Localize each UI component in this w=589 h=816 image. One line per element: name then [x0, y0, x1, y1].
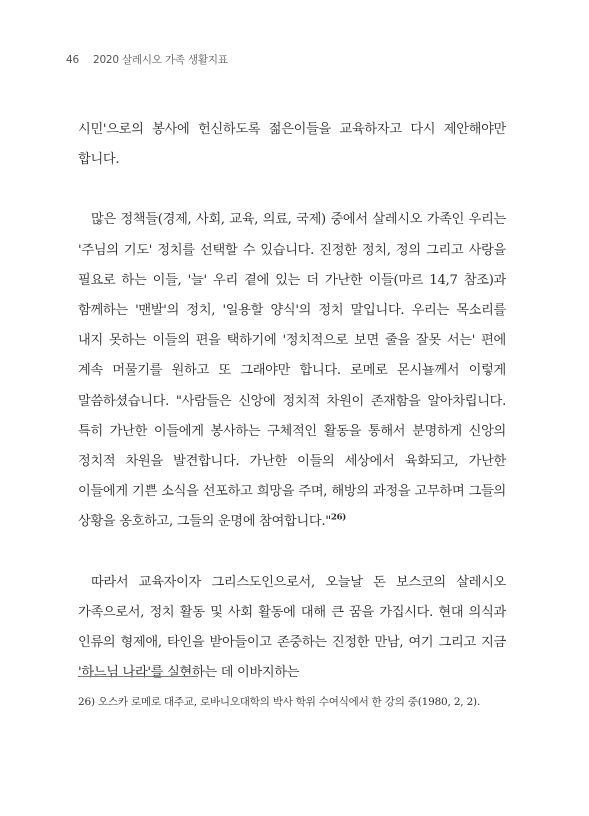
paragraph-gap	[78, 175, 506, 205]
page-number: 46	[66, 54, 79, 66]
paragraph-1: 시민'으로의 봉사에 헌신하도록 젊은이들을 교육하자고 다시 제안해야만 합니다.	[78, 122, 506, 168]
body-text	[78, 115, 506, 688]
running-header	[66, 52, 228, 67]
paragraph-2-text: 많은 정책들(경제, 사회, 교육, 의료, 국제) 중에서 살레시오 가족인 우리는 '주님의 기도' 정치를 선택할 수 있습니다. 진정한 정치, 정의 그리고 사랑을 필요로 하는 이들, '늘' 우리 곁에 있는 더 가난한 이들(마르 14,7 참조)과 함께하는 '맨발'의 정치, '일용할 양식'의 정치 말입니다. 우리는 목소리를 내지 못하는 이들의 편을 택하기에 '정치적으로 보면 줄을 잘못 서는' 편에 계속 머물기를 원하고 또 그래야만 합니다. 로메로 몬시뇰께서 이렇게 말씀하셨습니다. "사람들은 신앙에 정치적 차원이 존재함을 알아차립니다. 특히 가난한 이들에게 봉사하는 구체적인 활동을 통해서 분명하게 신앙의 정치적 차원을 발견합니다. 가난한 이들의 세상에서 육화되고, 가난한 이들에게 기쁜 소식을 선포하고 희망을 주며, 해방의 과정을 고무하며 그들의 상황을 옹호하고, 그들의 운명에 참여합니다."	[78, 212, 506, 530]
paragraph-2	[78, 205, 506, 537]
footnote-marker: 26)	[78, 696, 95, 708]
footnote	[78, 692, 506, 713]
paragraph-3: 따라서 교육자이자 그리스도인으로서, 오늘날 돈 보스코의 살레시오 가족으로서, 정치 활동 및 사회 활동에 대해 큰 꿈을 가집시다. 현대 의식과 인류의 형제애, 타인을 받아들이고 존중하는 진정한 만남, 여기 그리고 지금 '하느님 나라'를 실현하는 데 이바지하는	[78, 574, 506, 681]
footnote-text: 오스카 로메로 대주교, 로바니오대학의 박사 학위 수여식에서 한 강의 중(1980, 2, 2).	[98, 696, 481, 708]
footnote-reference[interactable]: 26)	[331, 513, 346, 524]
header-title: 2020 살레시오 가족 생활지표	[92, 54, 228, 66]
footnote-divider	[78, 676, 198, 677]
paragraph-gap	[78, 538, 506, 568]
